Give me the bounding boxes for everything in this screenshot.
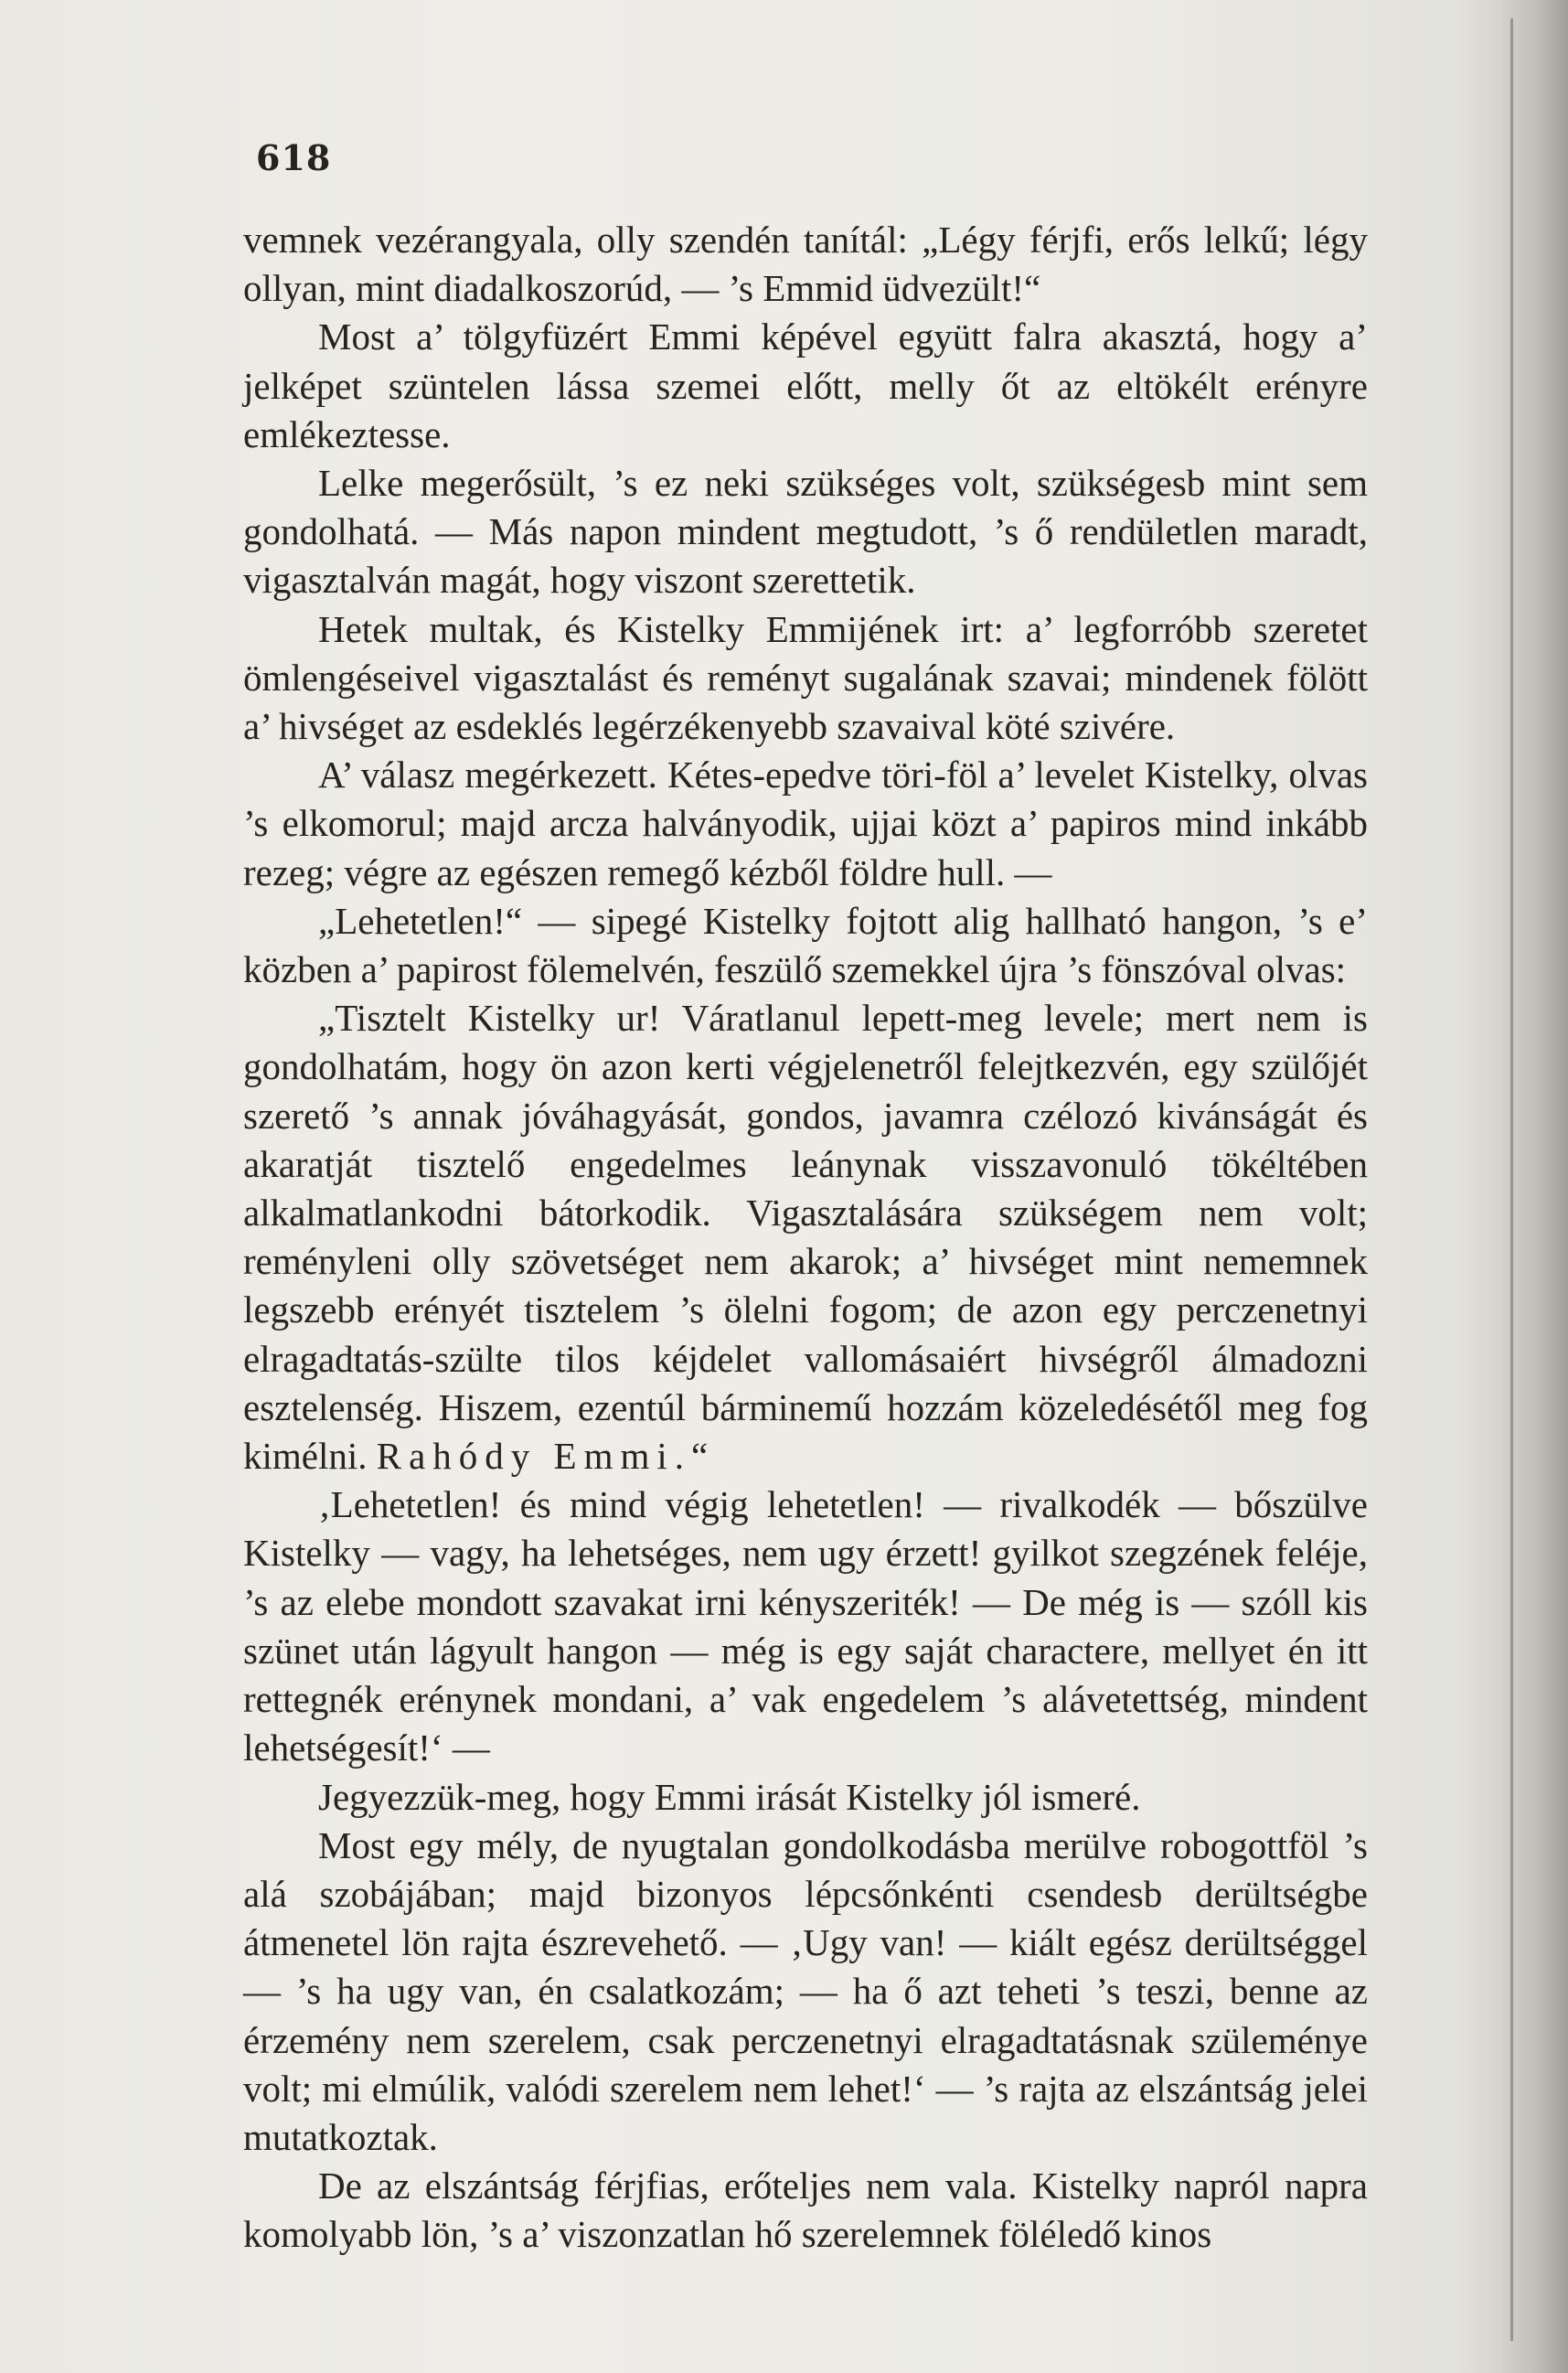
- paragraph-6: „Lehetetlen!“ — sipegé Kistelky fojtott alig hallható hangon, ’s e’ közben a’ papirost fölemelvén, feszülő szemekkel újra ’s fönszóval olvas:: [243, 899, 1368, 991]
- paragraph-8: ‚Lehetetlen! és mind végig lehetetlen! — rivalkodék — bőszülve Kistelky — vagy, ha lehetséges, nem ugy érzett! gyilkot szegzének feléje, ’s az elebe mondott szavakat irni kényszeriték! — De még is — szóll kis szünet után lágyult hangon — még is egy saját charactere, mellyet én itt rettegnék erénynek mondani, a’ vak engedelem ’s alávetettség, mindent lehetségesít!‘ —: [243, 1483, 1368, 1769]
- paragraph-2: Most a’ tölgyfüzért Emmi képével együtt falra akasztá, hogy a’ jelképet szüntelen lássa szemei előtt, melly őt az eltökélt erényre emlékeztesse.: [243, 315, 1368, 455]
- page-body: [243, 216, 1368, 2260]
- paragraph-4: Hetek multak, és Kistelky Emmijének irt: a’ legforróbb szeretet ömlengéseivel vigasztalást és reményt sugalának szavai; mindenek fölött a’ hivséget az esdeklés legérzékenyebb szavaival köté szivére.: [243, 607, 1368, 748]
- paragraph-1: vemnek vezérangyala, olly szendén tanítál: „Légy férjfi, erős lelkű; légy ollyan, mint diadalkoszorúd, — ’s Emmid üdvezült!“: [243, 219, 1368, 310]
- paragraph-5: A’ válasz megérkezett. Kétes-epedve töri-föl a’ levelet Kistelky, olvas ’s elkomorul; majd arcza halványodik, ujjai közt a’ papiros mind inkább rezeg; végre az egészen remegő kézből földre hull. —: [243, 754, 1368, 893]
- letter-text: „Tisztelt Kistelky ur! Váratlanul lepett-meg levele; mert nem is gondolhatám, hogy ön azon kerti végjelenetről felejtkezvén, egy szülőjét szerető ’s annak jóváhagyását, gondos, javamra czélozó kivánságát és akaratját tisztelő engedelmes leánynak visszavonuló tökéltében alkalmatlankodni bátorkodik. Vigasztalására szükségem nem volt; reményleni olly szövetséget nem akarok; a’ hivséget mint nememnek legszebb erényét tisztelem ’s ölelni fogom; de azon egy perczenetnyi elragadtatás-szülte tilos kéjdelet vallomásaiért hivségről álmadozni esztelenség. Hiszem, ezentúl bárminemű hozzám közeledésétől meg fog kimélni.: [243, 997, 1368, 1478]
- paragraph-11: De az elszántság férjfias, erőteljes nem vala. Kistelky napról napra komolyabb lön, ’s a’ viszonzatlan hő szerelemnek föléledő kinos: [243, 2165, 1368, 2256]
- paragraph-10: Most egy mély, de nyugtalan gondolkodásba merülve robogottföl ’s alá szobájában; majd bizonyos lépcsőnkénti csendesb derültségbe átmenetel lön rajta észrevehető. — ‚Ugy van! — kiált egész derültséggel — ’s ha ugy van, én csalatkozám; — ha ő azt teheti ’s teszi, benne az érzemény nem szerelem, csak perczenetnyi elragadtatásnak szüleménye volt; mi elmúlik, valódi szerelem nem lehet!‘ — ’s rajta az elszántság jelei mutatkoztak.: [243, 1823, 1368, 2158]
- binding-edge: [1510, 18, 1513, 2341]
- letter-paragraph: [243, 994, 1368, 1480]
- letter-closing-quote: “: [691, 1435, 709, 1478]
- letter-signature: Rahódy Emmi.: [376, 1435, 692, 1478]
- paragraph-9: Jegyezzük-meg, hogy Emmi irását Kistelky jól ismeré.: [318, 1775, 1141, 1818]
- page-number: 618: [256, 137, 332, 178]
- paragraph-3: Lelke megerősült, ’s ez neki szükséges volt, szükségesb mint sem gondolhatá. — Más napon mindent megtudott, ’s ő rendületlen maradt, vigasztalván magát, hogy viszont szerettetik.: [243, 462, 1368, 602]
